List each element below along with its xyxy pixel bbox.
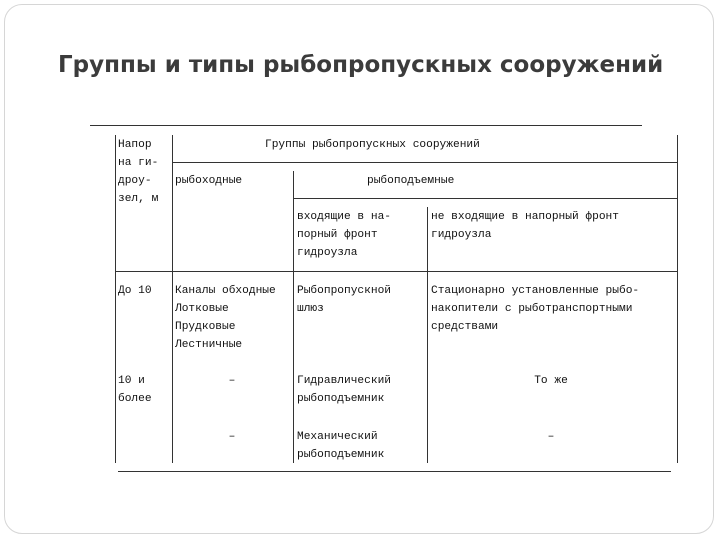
head-bypass: рыбоходные [175, 175, 243, 187]
head-col1-line: Напор [118, 139, 152, 151]
row2-head-line: более [118, 393, 152, 405]
row2-entering-line: рыбоподъемник [297, 393, 385, 405]
row1-bypass-item: Лестничные [175, 339, 243, 351]
row2-entering-line: Гидравлический [297, 375, 391, 387]
head-col1-line: зел, м [118, 193, 159, 205]
row3-entering-line: рыбоподъемник [297, 449, 385, 461]
table-header-bottom-rule [115, 271, 677, 272]
table-col-divider [293, 171, 294, 463]
head-entering-line: входящие в на- [297, 211, 391, 223]
slide-title: Группы и типы рыбопропускных сооружений [58, 52, 664, 78]
row2-bypass: – [228, 375, 236, 387]
table-rule [293, 198, 677, 199]
row1-entering-line: шлюз [297, 303, 324, 315]
table-bottom-rule [118, 471, 671, 472]
row3-not-entering: – [547, 431, 555, 443]
row3-entering-line: Механический [297, 431, 378, 443]
row1-not-entering-line: Стационарно установленные рыбо- [431, 285, 640, 297]
head-lift: рыбоподъемные [367, 175, 455, 187]
row2-not-entering: То же [534, 375, 568, 387]
head-entering-line: гидроузла [297, 247, 358, 259]
head-col1-line: на ги- [118, 157, 159, 169]
row1-bypass-item: Каналы обходные [175, 285, 276, 297]
row1-head: До 10 [118, 285, 152, 297]
table-rule [172, 162, 677, 163]
row2-head-line: 10 и [118, 375, 145, 387]
table-col-divider [427, 207, 428, 463]
head-col1-line: дроу- [118, 175, 152, 187]
table-right-border [677, 135, 678, 463]
head-entering-line: порный фронт [297, 229, 378, 241]
row1-not-entering-line: средствами [431, 321, 499, 333]
table-top-rule [90, 125, 642, 126]
row1-entering-line: Рыбопропускной [297, 285, 391, 297]
row1-not-entering-line: накопители с рыботранспортными [431, 303, 633, 315]
head-group: Группы рыбопропускных сооружений [265, 139, 480, 151]
head-not-entering-line: не входящие в напорный фронт [431, 211, 619, 223]
row1-bypass-item: Лотковые [175, 303, 229, 315]
row3-bypass: – [228, 431, 236, 443]
head-not-entering-line: гидроузла [431, 229, 492, 241]
row1-bypass-item: Прудковые [175, 321, 236, 333]
table-col-divider [172, 135, 173, 463]
table-left-border [115, 135, 116, 463]
